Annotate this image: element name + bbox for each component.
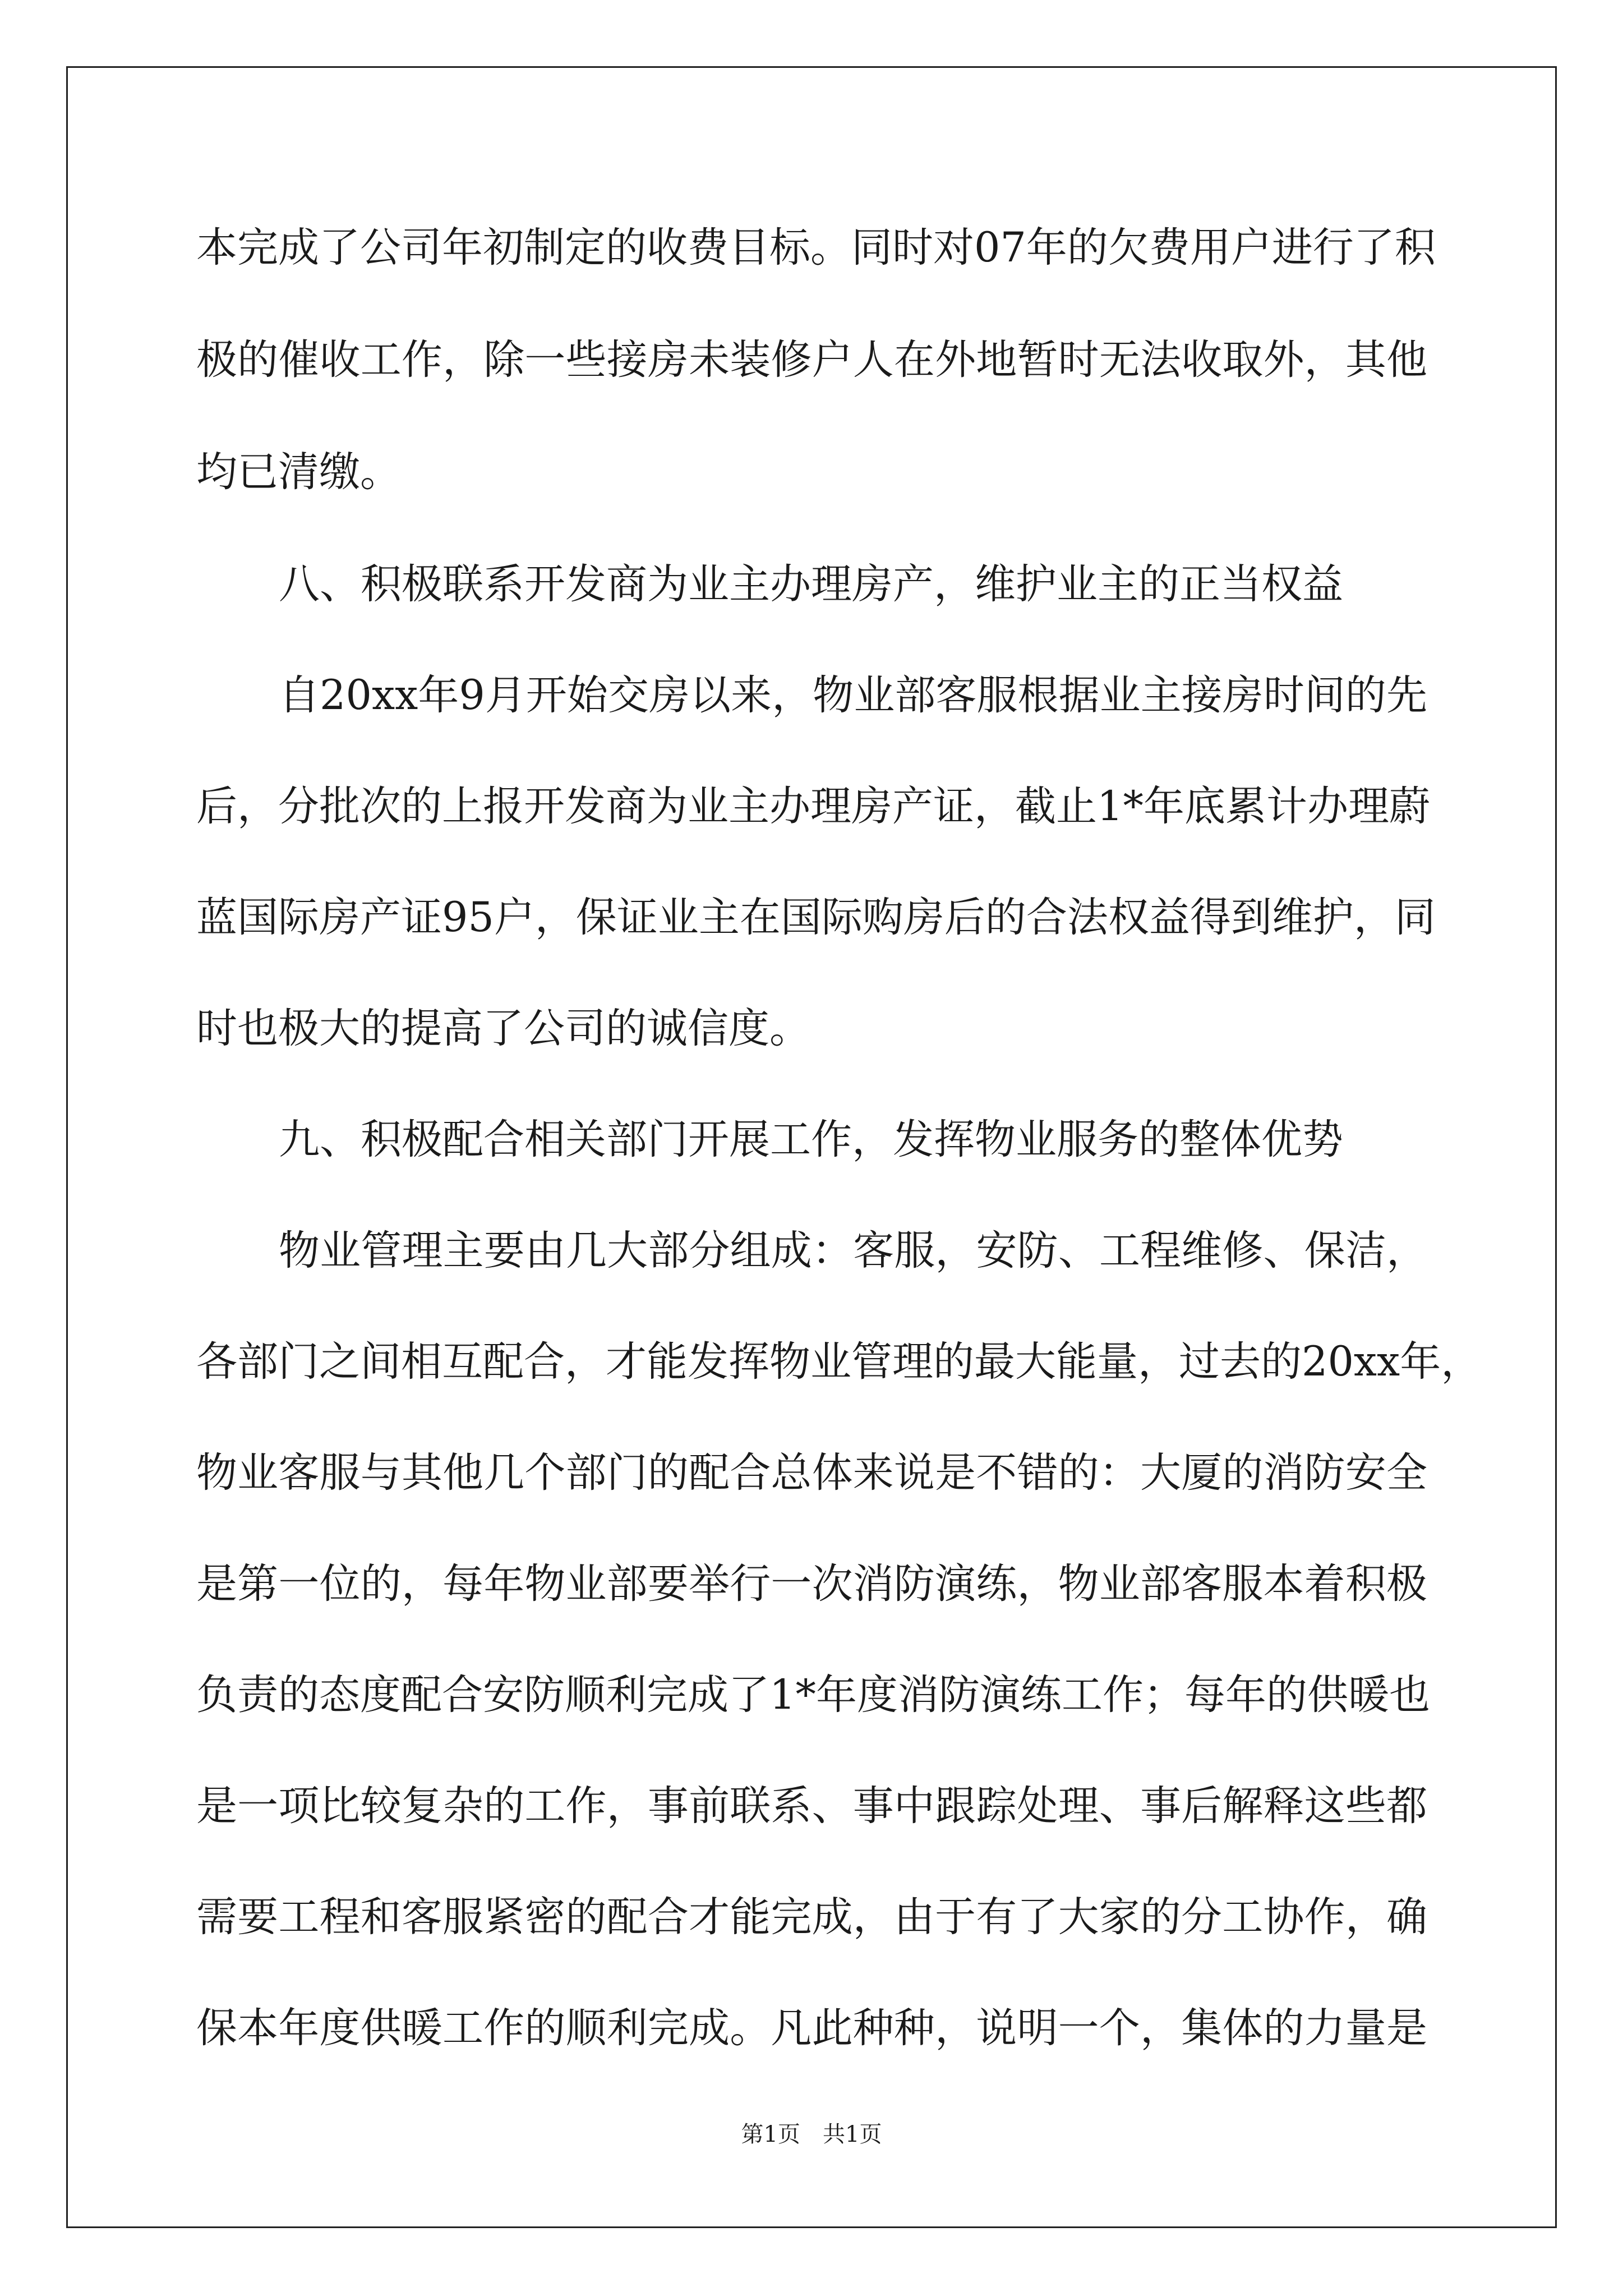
paragraph-line: 时也极大的提高了公司的诚信度。 (196, 1005, 810, 1052)
paragraph-line: 保本年度供暖工作的顺利完成。凡此种种，说明一个，集体的力量是 (196, 2004, 1427, 2052)
paragraph-line: 本完成了公司年初制定的收费目标。同时对07年的欠费用户进行了积 (196, 224, 1436, 272)
paragraph-line: 是第一位的，每年物业部要举行一次消防演练，物业部客服本着积极 (196, 1560, 1427, 1608)
section-heading: 九、积极配合相关部门开展工作，发挥物业服务的整体优势 (279, 1116, 1343, 1163)
paragraph-line: 均已清缴。 (196, 448, 401, 496)
paragraph-line: 后，分批次的上报开发商为业主办理房产证，截止1*年底累计办理蔚 (196, 783, 1430, 830)
paragraph-line: 物业客服与其他几个部门的配合总体来说是不错的：大厦的消防安全 (196, 1449, 1427, 1497)
paragraph-line: 需要工程和客服紧密的配合才能完成，由于有了大家的分工协作，确 (196, 1893, 1427, 1941)
paragraph-line: 自20xx年9月开始交房以来，物业部客服根据业主接房时间的先 (279, 671, 1427, 719)
paragraph-line: 蓝国际房产证95户，保证业主在国际购房后的合法权益得到维护，同 (196, 894, 1436, 941)
paragraph-line: 负责的态度配合安防顺利完成了1*年度消防演练工作；每年的供暖也 (196, 1671, 1430, 1719)
page-footer: 第1页 共1页 (741, 2122, 882, 2147)
section-heading: 八、积极联系开发商为业主办理房产，维护业主的正当权益 (279, 560, 1343, 608)
paragraph-line: 极的催收工作，除一些接房未装修户人在外地暂时无法收取外，其他 (196, 336, 1427, 384)
paragraph-line: 物业管理主要由几大部分组成：客服，安防、工程维修、保洁， (279, 1227, 1427, 1274)
paragraph-line: 是一项比较复杂的工作，事前联系、事中跟踪处理、事后解释这些都 (196, 1782, 1427, 1830)
paragraph-line: 各部门之间相互配合，才能发挥物业管理的最大能量，过去的20xx年， (196, 1338, 1482, 1386)
